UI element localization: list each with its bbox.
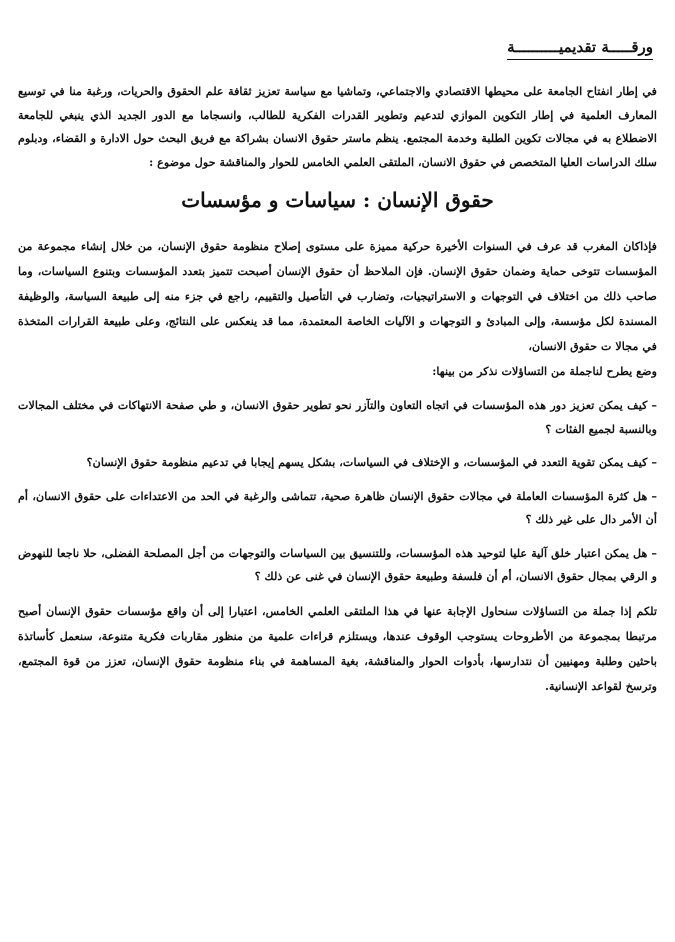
question-text: هل يمكن اعتبار خلق آلية عليا لتوحيد هذه المؤسسات، وللتنسيق بين السياسات والتوجهات من أجل المصلحة الفضلى، حلا ناجعا للنهوض و الرقي بمجال حقوق الانسان، أم أن فلسفة وطبيعة حقوق الإنسان في غنى عن ذلك ؟ [18,545,657,583]
body-paragraph-text: فإذاكان المغرب قد عرف في السنوات الأخيرة حركية مميزة على مستوى إصلاح منظومة حقوق الإنسان، من خلال إنشاء مجموعة من المؤسسات تتوخى حماية وضمان حقوق الإنسان. فإن الملاحظ أن حقوق الإنسان أصبحت تتميز بتعدد المؤسسات وبتنوع السياسات، وما صاحب ذلك من اختلاف في التوجهات و الاستراتيجيات، وتضارب في التأصيل والتقييم، راجع في جزء منه إلى طبيعة السياسة، والوظيفة المسندة لكل مؤسسة، وإلى المبادئ و التوجهات و الآليات الخاصة المعتمدة، مما قد ينعكس على النتائج، وعلى طبيعة القرارات المتخذة في مجالا ت حقوق الانسان، [18,239,657,353]
question-dash: – [651,455,657,469]
body-paragraph-last-line: وضع يطرح لناجملة من التساؤلات نذكر من بينها: [432,364,657,378]
section-heading [18,38,657,60]
question-item [18,394,657,441]
question-item [18,451,657,475]
question-dash: – [651,398,657,412]
question-dash: – [651,545,657,560]
intro-paragraph: في إطار انفتاح الجامعة على محيطها الاقتصادي والاجتماعي، وتماشيا مع سياسة تعزيز ثقافة علم الحقوق والحريات، ورغبة منا في توسيع المعارف العلمية في إطار التكوين الموازي لتدعيم وتطوير القدرات الفكرية للطالب، وانسجاما مع الدور الجديد الذي ينبغي للجامعة الاضطلاع به في مجالات تكوين الطلبة وخدمة المجتمع. ينظم ماستر حقوق الانسان بشراكة مع فريق البحث حول الادارة و القضاء، ودبلوم سلك الدراسات العليا المتخصص في حقوق الانسان، الملتقى العلمي الخامس للحوار والمناقشة حول موضوع : [18,84,657,169]
document-title: حقوق الإنسان : سياسات و مؤسسات [181,188,494,212]
question-text: كيف يمكن تقوية التعدد في المؤسسات، و الإختلاف في السياسات، بشكل يسهم إيجابا في تدعيم منظومة حقوق الإنسان؟ [86,455,648,469]
question-item [18,542,657,589]
question-text: هل كثرة المؤسسات العاملة في مجالات حقوق الإنسان ظاهرة صحية، تتماشى والرغبة في الحد من الاعتداءات على حقوق الانسان، أم أن الأمر دال على غير ذلك ؟ [18,488,657,526]
question-text: كيف يمكن تعزيز دور هذه المؤسسات في اتجاه التعاون والتآزر نحو تطوير حقوق الانسان، و طي صفحة الانتهاكات في مختلف المجالات وبالنسبة لجميع الفئات ؟ [18,398,657,436]
question-dash: – [651,488,657,503]
body-paragraph [18,234,657,384]
question-item [18,485,657,532]
closing-paragraph: تلكم إذا جملة من التساؤلات سنحاول الإجابة عنها في هذا الملتقى العلمي الخامس، اعتبارا إلى أن واقع مؤسسات حقوق الإنسان أصبح مرتبطا بمجموعة من الأطروحات يستوجب الوقوف عندها، ويستلزم قراءات علمية من منظور مقاربات فكرية متنوعة، سنعمل كأساتذة باحثين وطلبة ومهنيين أن نتدارسها، بأدوات الحوار والمناقشة، بغية المساهمة في بناء منظومة حقوق الإنسان، تعزز من قوة المجتمع، وترسخ لقواعد الإنسانية. [18,603,657,693]
section-heading-text: ورقـــــة تقديميــــــــــة [507,38,653,60]
